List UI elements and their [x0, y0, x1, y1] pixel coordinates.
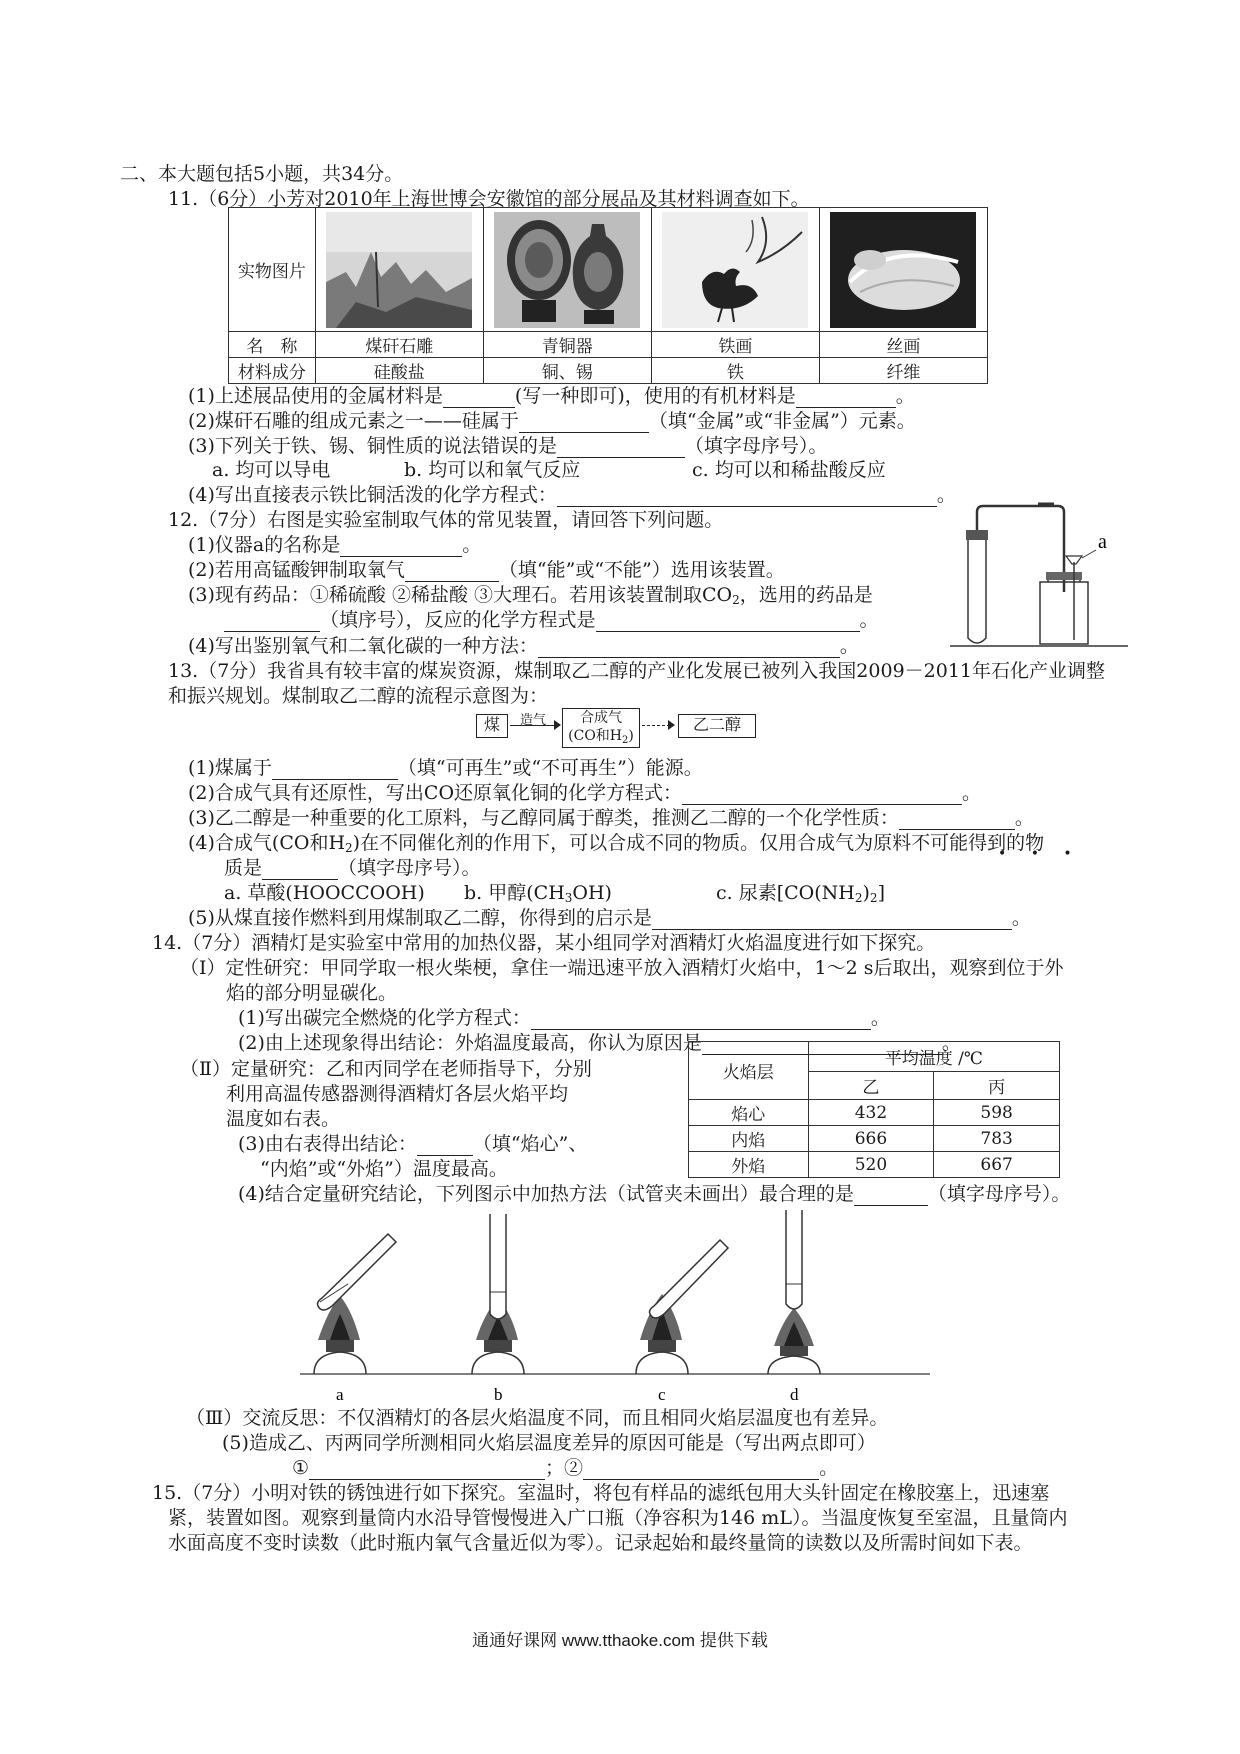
- q12-blank-equation[interactable]: [596, 613, 860, 632]
- arrowhead-1: [554, 720, 561, 730]
- q12-stem: 12.（7分）右图是实验室制取气体的常见装置，请回答下列问题。: [168, 509, 724, 531]
- page-footer: 通通好课网 www.tthaoke.com 提供下载: [472, 1631, 768, 1650]
- q13-emphasis-dots: • • •: [998, 846, 1082, 862]
- q11-name-cell: 丝画: [819, 332, 987, 358]
- arrowhead-2: [668, 720, 675, 730]
- heating-figure-d: [768, 1210, 820, 1374]
- q11-row-header-name: 名 称: [229, 332, 316, 358]
- q14-part1: (1)写出碳完全燃烧的化学方程式： 。: [238, 1007, 890, 1029]
- q11-exhibit-table: [228, 207, 988, 384]
- flow-box-syngas: 合成气 (CO和$H_2$): [562, 708, 640, 748]
- q11-part3: (3)下列关于铁、锡、铜性质的说法错误的是 （填字母序号）。: [188, 435, 828, 457]
- q12-blank-method[interactable]: [538, 639, 840, 658]
- q11-material-cell: 铜、锡: [483, 358, 651, 384]
- q14-section1-line1: （Ⅰ）定性研究：甲同学取一根火柴梗，拿住一端迅速平放入酒精灯火焰中，1～2 s后取出，观察到位于外: [180, 957, 1064, 979]
- q13-stem-line1: 13.（7分）我省具有较丰富的煤炭资源，煤制取乙二醇的产业化发展已被列入我国2009－2011年石化产业调整: [168, 660, 1106, 682]
- temp-row-layer: 焰心: [689, 1100, 809, 1126]
- q12-part3-cont: （填序号），反应的化学方程式是 。: [224, 608, 879, 632]
- q14-section2-line3: 温度如右表。: [226, 1108, 341, 1130]
- flow-box-coal: 煤: [476, 714, 508, 738]
- q14-blank-method[interactable]: [854, 1187, 928, 1206]
- q13-stem-line2: 和振兴规划。煤制取乙二醇的流程示意图为：: [168, 685, 549, 707]
- q13-blank-property[interactable]: [899, 811, 1015, 830]
- q14-section3: （Ⅲ）交流反思：不仅酒精灯的各层火焰温度不同，而且相同火焰层温度也有差异。: [186, 1407, 889, 1429]
- q12-blank-reagents[interactable]: [224, 613, 320, 632]
- temp-row-bing: 598: [934, 1100, 1060, 1126]
- q11-name-cell: 煤矸石雕: [315, 332, 483, 358]
- q14-section2-line1: （Ⅱ）定量研究：乙和丙同学在老师指导下，分别: [180, 1058, 592, 1080]
- q11-part1: (1)上述展品使用的金属材料是 (写一种即可)，使用的有机材料是 。: [188, 385, 915, 407]
- heating-methods-figure: [290, 1210, 950, 1410]
- q11-option-a: a. 均可以导电: [212, 459, 331, 481]
- q14-part5: (5)造成乙、丙两同学所测相同火焰层温度差异的原因可能是（写出两点即可）: [222, 1432, 876, 1454]
- q14-part2: (2)由上述现象得出结论：外焰温度最高，你认为原因是 。: [238, 1032, 961, 1054]
- heating-figure-c: [636, 1240, 728, 1374]
- temp-row-yi: 432: [808, 1100, 934, 1126]
- q15-line1: 15.（7分）小明对铁的锈蚀进行如下探究。室温时，将包有样品的滤纸包用大头针固定在橡胶塞上，迅速塞: [152, 1482, 1050, 1504]
- temp-row-bing: 783: [934, 1126, 1060, 1152]
- q14-part5-answers: ① ；② 。: [292, 1457, 839, 1479]
- q11-blank-equation[interactable]: [557, 488, 937, 507]
- q13-part1: (1)煤属于 （填“可再生”或“不可再生”）能源。: [188, 757, 703, 779]
- q11-part4: (4)写出直接表示铁比铜活泼的化学方程式： 。: [188, 484, 956, 506]
- q14-part3: (3)由右表得出结论： （填“焰心”、: [238, 1133, 588, 1155]
- q13-blank-option[interactable]: [262, 861, 338, 880]
- q14-part3-cont: “内焰”或“外焰”）温度最高。: [260, 1158, 508, 1180]
- q11-material-cell: 硅酸盐: [315, 358, 483, 384]
- flow-arrow-label: 造气: [520, 713, 547, 728]
- q13-blank-equation[interactable]: [682, 786, 962, 805]
- q13-part4-cont: 质是 （填字母序号）。: [224, 857, 481, 879]
- temp-table-header: 平均温度 /℃: [808, 1042, 1059, 1072]
- iron-painting-photo: [662, 212, 808, 328]
- q13-option-c: c. 尿素$[CO(NH_2)_2]$: [716, 882, 885, 905]
- q11-row-header-material: 材料成分: [229, 358, 316, 384]
- temp-row-yi: 520: [808, 1152, 934, 1178]
- q11-material-cell: 铁: [651, 358, 819, 384]
- q14-section2-line2: 利用高温传感器测得酒精灯各层火焰平均: [226, 1083, 569, 1105]
- q11-stem: 11.（6分）小芳对2010年上海世博会安徽馆的部分展品及其材料调查如下。: [168, 188, 810, 210]
- section-heading: 二、本大题包括5小题，共34分。: [120, 163, 404, 185]
- q11-name-cell: 铁画: [651, 332, 819, 358]
- q11-material-cell: 纤维: [819, 358, 987, 384]
- temp-row-bing: 667: [934, 1152, 1060, 1178]
- q14-part4: (4)结合定量研究结论，下列图示中加热方法（试管夹未画出）最合理的是 （填字母序号）。: [238, 1183, 1071, 1205]
- q11-blank-organic[interactable]: [796, 389, 896, 408]
- q14-section1-line2: 焰的部分明显碳化。: [226, 982, 398, 1004]
- q11-name-cell: 青铜器: [483, 332, 651, 358]
- temp-table-col-yi: 乙: [808, 1072, 934, 1100]
- q12-part4: (4)写出鉴别氧气和二氧化碳的一种方法： 。: [188, 635, 859, 657]
- silk-painting-photo: [830, 212, 976, 328]
- temp-table-col-bing: 丙: [934, 1072, 1060, 1100]
- q14-stem: 14.（7分）酒精灯是实验室中常用的加热仪器，某小组同学对酒精灯火焰温度进行如下探究。: [152, 932, 936, 954]
- q13-part3: (3)乙二醇是一种重要的化工原料，与乙醇同属于醇类，推测乙二醇的一个化学性质： 。: [188, 807, 1034, 829]
- q11-blank-metal[interactable]: [443, 389, 515, 408]
- q13-part4: (4)合成气(CO和$H_2$)在不同催化剂的作用下，可以合成不同的物质。仅用合成气为原料不可能得到的物: [188, 832, 1045, 855]
- q12-part2: (2)若用高锰酸钾制取氧气 （填“能”或“不能”）选用该装置。: [188, 559, 785, 581]
- q11-blank-wrong[interactable]: [557, 439, 685, 458]
- bronze-ware-photo: [494, 212, 640, 328]
- heating-figure-b: [472, 1214, 524, 1374]
- q15-line3: 水面高度不变时读数（此时瓶内氧气含量近似为零）。记录起始和最终量筒的读数以及所需时间如下表。: [168, 1532, 1033, 1554]
- fig-label-b: b: [494, 1385, 503, 1404]
- q11-part2: (2)煤矸石雕的组成元素之一——硅属于 （填“金属”或“非金属”）元素。: [188, 410, 916, 432]
- flow-box-glycol: 乙二醇: [678, 714, 756, 738]
- q11-row-header-image: 实物图片: [229, 208, 316, 332]
- q14-blank-reason2[interactable]: [583, 1461, 819, 1480]
- flow-arrow-1: [510, 725, 558, 726]
- heating-figure-a: [314, 1234, 396, 1374]
- coal-stone-carving-photo: [326, 212, 472, 328]
- q12-blank-instrument[interactable]: [340, 538, 462, 557]
- q14-blank-equation[interactable]: [531, 1011, 871, 1030]
- apparatus-label-a: a: [1098, 531, 1107, 553]
- q11-option-c: c. 均可以和稀盐酸反应: [692, 459, 886, 481]
- q11-blank-element[interactable]: [519, 414, 649, 433]
- gas-generation-apparatus: [950, 500, 1130, 650]
- q14-blank-reason1[interactable]: [309, 1461, 545, 1480]
- q12-part1: (1)仪器a的名称是 。: [188, 534, 482, 556]
- q14-blank-layer[interactable]: [417, 1137, 473, 1156]
- fig-label-d: d: [790, 1385, 799, 1404]
- flow-arrow-2: [642, 725, 670, 726]
- temp-row-layer: 内焰: [689, 1126, 809, 1152]
- temp-table-col0: 火焰层: [689, 1042, 809, 1100]
- q13-option-b: b. 甲醇$(CH_3OH)$: [464, 882, 612, 905]
- q13-part5: (5)从煤直接作燃料到用煤制取乙二醇，你得到的启示是 。: [188, 907, 1031, 929]
- temp-row-yi: 666: [808, 1126, 934, 1152]
- q12-blank-can[interactable]: [405, 563, 499, 582]
- temp-row-layer: 外焰: [689, 1152, 809, 1178]
- q13-blank-energy[interactable]: [272, 761, 398, 780]
- q12-part3: (3)现有药品：①稀硫酸 ②稀盐酸 ③大理石。若用该装置制取$CO_2$，选用的药品是: [188, 584, 873, 607]
- q11-option-b: b. 均可以和氧气反应: [404, 459, 581, 481]
- q13-option-a: a. 草酸(HOOCCOOH): [224, 882, 425, 904]
- coal-flow-diagram: [474, 708, 764, 750]
- fig-label-a: a: [336, 1385, 344, 1404]
- flame-temperature-table: [688, 1041, 1060, 1178]
- fig-label-c: c: [658, 1385, 666, 1404]
- q13-part2: (2)合成气具有还原性，写出CO还原氧化铜的化学方程式： 。: [188, 782, 982, 804]
- q15-line2: 紧，装置如图。观察到量筒内水沿导管慢慢进入广口瓶（净容积为146 mL）。当温度恢复至室温，且量筒内: [168, 1507, 1068, 1529]
- q13-blank-insight[interactable]: [652, 911, 1012, 930]
